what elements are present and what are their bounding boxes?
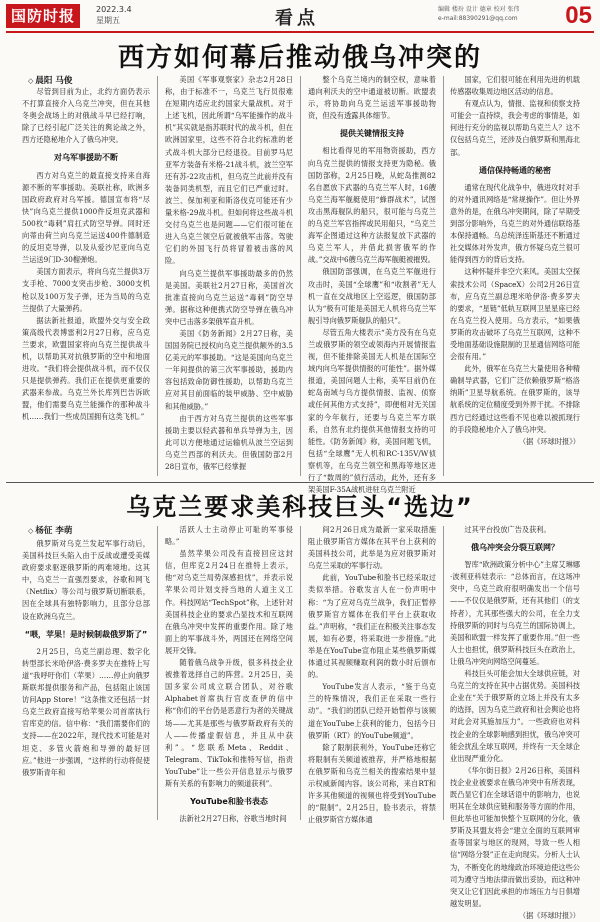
- paragraph: 科技巨头可能会加大全球供应链，对乌克兰的支持在其中占据优势。美国科技企业在“关于俄罗斯的立场上并没有太多的选择，因为乌克兰政府和社会舆论也将对此会对其施加压力”。一些政府也对科技企业的全球影响感到担忧，俄乌冲突可能会扰乱全球互联网，并终有一天全球企业出现严重分化。: [450, 669, 580, 763]
- paragraph: 智库“欧洲政策分析中心”主席艾琳娜·波利亚科娃表示：“总体而言，在这场冲突中，乌克兰政府很明确发出一个信号——不仅仅是俄罗斯，还有其他们（的支持者），尤其那些强大的公司，在全力支持俄罗斯的同时与乌克兰的国际协调上，美国和欧盟一样发挥了重要作用。”但一些人士也担忧，俄罗斯科技巨头在政治上，让俄乌冲突向网络空间蔓延。: [450, 560, 580, 666]
- paragraph: 间2月26日成为最新一家采取措施阻止俄罗斯官方媒体在其平台上获利的美国科技公司，此举是为应对俄罗斯对乌克兰采取的军事行动。: [308, 525, 436, 571]
- paragraph: 活跃人士主动停止可耻的军事侵略。”: [165, 525, 293, 547]
- paragraph: 尽管到目前为止，北约方面仍表示不打算直接介入乌克兰冲突，但在其他冬奥会战场上的对俄战斗早已经打响，除了已经引起广泛关注的舆论战之外，西方还隐秘地介入了俄乌冲突。: [22, 87, 150, 145]
- paragraph: 过其平台投放广告及获利。: [464, 525, 551, 534]
- column-divider: [443, 526, 444, 820]
- story1-column-2: [165, 74, 293, 478]
- subheading: YouTube和脸书表态: [190, 797, 268, 807]
- story1-byline: [28, 74, 72, 86]
- subheading: 通信保持畅通的秘密: [479, 165, 551, 175]
- paragraph: 通常在现代化战争中，俄进攻时对手的对外通讯网络是“常规操作”。但让外界意外的是，在俄乌冲突期间，除了早期受到部分影响外，乌克兰的对外通信联络基本保持通畅。乌总统泽连斯基还不断通过社交媒体对外发声，俄方怀疑乌克兰很可能得到西方的背后支持。: [450, 182, 580, 265]
- story2-column-1: [22, 538, 150, 822]
- subheading: 俄乌冲突会分裂互联网？: [471, 543, 559, 553]
- paragraph: 国家，它们很可能在利用先进的机载传感器收集周边地区活动的信息。: [450, 75, 580, 97]
- story2-column-4: [450, 524, 580, 920]
- story1-column-3: [308, 74, 436, 495]
- masthead-rule: [6, 31, 594, 33]
- paragraph: 据法新社报道，欧盟外交与安全政策高级代表博雷利2月27日称，应乌克兰要求，欧盟国家将向乌克兰提供战斗机，以帮助其对抗俄罗斯的空中和地面进攻。“我们将会提供战斗机，而不仅仅只是提供弹药。我们正在提供更重要的武器来参战。乌克兰外长库列巴告诉欧盟，他们需要乌克兰能操作的那种战斗机……我们一些成员国拥有这类飞机。”: [22, 315, 150, 422]
- column-divider: [300, 526, 301, 820]
- issue-weekday: 星期五: [96, 16, 120, 25]
- paragraph: 《华尔街日报》2月26日称，美国科技企业业被要求在俄乌冲突中有所表现，既凸显它们在全球话语中的影响力，也说明其在全球供应链和服务等方面的作用，但此举也可能加快整个互联网的分化，俄罗斯及其盟友将会“建立全面的互联网审查等国家与地区的现网，导致一些人相信“网络分裂”正在走向现实。分析人士认为，不断变化的地缘政治环境迫使这些公司为遵守当地法律而做出妥协，而这种冲突又让它们因此承担的市场压力与日俱增越发明显。: [450, 765, 580, 908]
- issue-info: [96, 4, 132, 26]
- column-divider: [443, 76, 444, 476]
- story-separator: [6, 482, 594, 483]
- story2-byline: [28, 524, 72, 536]
- paragraph: 西方对乌克兰的最直接支持来自海源不断的军事援助。美联社称，欧洲多国政府政府对乌军援。德国宣布将“尽快”向乌克兰提供1000件反坦克武器和500枚“毒刺”肩扛式防空导弹。同时还向蒂由荷兰向乌克兰运送400件德制造的反坦克导弹，以及从爱沙尼亚向乌克兰运送9门D-30榴弹炮。: [22, 170, 150, 265]
- column-divider: [157, 76, 158, 476]
- story1-column-1: [22, 86, 150, 478]
- section-title: 看点: [275, 8, 319, 29]
- editor-email: e-mail:88390291@qq.com: [438, 15, 518, 22]
- story1-author: 晨阳 马俊: [35, 76, 73, 86]
- paragraph: 俄国防部强调，在乌克兰军舰进行攻击时，美国“全球鹰”和“收割者”无人机一直在交战地区上空巡逻，俄国防部认为“极有可能是美国无人机将乌克兰军舰引导向俄罗斯舰队的船只”。: [308, 267, 436, 325]
- paragraph: 俄罗斯对乌克兰发起军事行动后，美国科技巨头陷入由于反战或遭受美媒政府要求驱逐俄罗斯的两难境地。这其中，乌克兰一直强烈要求，谷歌和网飞（Netflix）等公司与俄罗斯切断联系，因在全球具有独特影响力，且部分总部设在欧洲乌克兰。: [22, 539, 150, 621]
- paragraph: 整个乌克兰境内的制空权，意味着通向利沃夫的空中通道被切断。欧盟表示，将协助向乌克兰运送军事援助物资，但没有透露具体细节。: [308, 75, 436, 121]
- byline-triangle-icon: ◇: [28, 77, 34, 85]
- editor-credits: [438, 5, 558, 23]
- paragraph: 由于西方对乌克兰提供的这些军事援助主要以轻武器和单兵导弹为主，因此可以方便地通过运输机从波兰空运到乌克兰西部的利沃夫。但俄国防部2月28日宣布，俄军已经掌握: [165, 413, 293, 471]
- paragraph: 除了限制获利外，YouTube还称它将限制有关频道被推荐，并严格地根据在俄罗斯和乌克兰相关的搜索结果中显示权威新闻内容。该公司称，来自RT和许多其他频道的视频也将受到YouTube的“限制”。2月25日，脸书表示，将禁止俄罗斯官方媒体通: [308, 742, 436, 825]
- paragraph: 美国方面表示，将向乌克兰提供3万支手枪、7000支突击步枪、3000支机枪以及100万发子弹，还为当局的乌克兰提供了大量弹药。: [22, 267, 150, 313]
- paragraph: （据《环球时报》）: [518, 436, 580, 446]
- paragraph: 美国《军事观察家》杂志2月28日称，由于标准不一，乌克兰飞行员很难在短期内适应北约国家大量战机。对于上述飞机，因此所谓“乌军能操作的战斗机”其实就是指苏联时代的战斗机，但在欧洲国家里，这些不符合北约标准的老式战斗机大部分已经退役。目前罗马尼亚军方装备有米格-21战斗机，波兰空军还有苏-22攻击机，但乌克兰此前并没有装备同类机型，而且它们已严重过时。波兰、保加利亚和斯洛伐克可能还有少量米格-29战斗机。但如何将这些战斗机交付乌克兰也是问题——它们很可能在进入乌克兰领空后就被俄军击落。驾驶它们的外国飞行员将冒着被击落的风险。: [165, 75, 293, 266]
- paragraph: YouTube发言人表示，“鉴于乌克兰的特殊情况，我们正在采取一些行动”。“我们的团队已经开始暂停与该频道在YouTube上获利的能力，包括今日俄罗斯（RT）的YouTube频道”。: [308, 682, 436, 740]
- paragraph: 法新社2月27日称，谷歌当地时间: [179, 814, 287, 824]
- story2-column-3: [308, 524, 436, 825]
- paragraph: 这种怀疑并非空穴来风。美国太空探索技术公司（SpaceX）公司2月26日宣布，应乌克兰副总理米哈伊洛·费多罗夫的要求，“星链”低轨互联网卫星星座已经在乌克兰投入使用。乌方表示，“如果俄罗斯的攻击破坏了乌克兰互联网，这种不受地面基础设施限制的卫星通信网络可能会很有用。”: [450, 267, 580, 362]
- paragraph: 有观点认为，情报、监视和侦察支持可能会一直持续，我会考虑的事情是，如何进行充分的监视以帮助乌克兰人？这不仅包括乌克兰，还涉及白俄罗斯和黑海北部。: [450, 99, 580, 157]
- paragraph: 向乌克兰提供军事援助最多的仍然是美国。美联社2月27日称，美国首次批准直接向乌克兰运送“毒刺”防空导弹。据称这种便携式防空导弹在俄乌冲突中已击落多架俄军直升机。: [165, 268, 293, 326]
- paragraph: 相比看得见的军用物资援助，西方向乌克兰提供的情报支持更为隐秘。俄国防部称，2月25日晚，从蛇岛推测82名自愿放下武器的乌克兰军人时，16艘乌克兰海军舰艇使用“蜂群战术”，试图攻击黑海舰队的船只，很可能与乌克兰的乌克兰军官指挥或民用船只，“乌克兰海军企图通过这种方法报复放下武器的乌克兰军人，并借此损害俄军的作战。”交战中6艘乌克兰海军舰艇被摧毁。: [308, 146, 436, 265]
- masthead: [0, 0, 600, 34]
- story1-column-4: [450, 74, 580, 478]
- paragraph: 虽然苹果公司没有直接回应这封信，但库克2月24日在推特上表示，他“对乌克兰局势深感担忧”，并表示说苹果公司计划支持当地的人道主义工作。科技网站“TechSpot”称，上述针对美国科技企业的要求凸显技术和互联网在俄乌冲突中发挥的重要作用。除了地面上的军事战斗外，两国还在网络空间展开交锋。: [165, 549, 293, 655]
- newspaper-logo: 国防时报: [6, 4, 80, 28]
- paragraph: 美国《防务新闻》2月27日称，美国国务院已授权向乌克兰提供额外的3.5亿美元的军事援助。“这是美国向乌克兰一年间提供的第三次军事援助，援助内容包括致命防御性援助，以帮助乌克兰应对其目前面临的装甲威胁、空中威胁和其他威胁。”: [165, 328, 293, 411]
- page-number: 05: [565, 2, 592, 29]
- paragraph: 此外，俄军在乌克兰大量使用各种精确制导武器，它们广泛依赖俄罗斯“格洛纳斯”卫星导航系统。在俄罗斯的，该导航系统的定位精度受到外界干扰。不排除西方已经通过这些看不见也难以被抓现行的手段隐秘地介入了俄乌冲突。: [450, 364, 580, 434]
- editor-names: 编辑 楼玢 设计 德章 校对 张伟: [438, 6, 520, 13]
- paragraph: 2月25日，乌克兰副总理、数字化转型部长米哈伊洛·费多罗夫在推特上写道“我呼吁你们（苹果）……停止向俄罗斯联邦提供服务和产品，包括阻止该国访问App Store！”这条推文还包括一封乌克兰政府直接写给苹果公司首席执行官库克的信。信中称：“我们需要你们的支持——在2022年，现代技术可能是对坦克、多管火箭炮和导弹的最好回应。”他进一步强调，“这样的行动将促使俄罗斯青年和: [22, 646, 150, 777]
- column-divider: [157, 526, 158, 820]
- story2-author: 杨征 李萌: [35, 526, 73, 536]
- story2-column-2: [165, 524, 293, 822]
- subheading: “喂，苹果！是时候制裁俄罗斯了”: [24, 629, 148, 639]
- paragraph: （据《环球时报》）: [518, 910, 580, 920]
- story2-headline: 乌克兰要求美科技巨头“选边”: [126, 493, 474, 521]
- column-divider: [300, 76, 301, 476]
- paragraph: 此前，YouTube和脸书已经采取过类似举措。谷歌发言人在一份声明中称：“为了应对乌克兰战争，我们正暂停俄罗斯官方媒体在我们平台上获取收益。”声明称，“我们正在积极关注事态发展，如有必要，将采取进一步措施。”此举是在YouTube宣布阻止某些俄罗斯媒体通过其视频赚取利润的数小时后颁布的。: [308, 573, 436, 680]
- story1-headline: 西方如何幕后推动俄乌冲突的: [117, 43, 482, 73]
- issue-date: 2022.3.4: [96, 5, 132, 14]
- paragraph: 随着俄乌战争升级，很多科技企业被推着选择自己的阵营。2月25日，美国多家公司成立联合团队，对谷歌Alphabet首席执行官皮查伊的信中称“你们的平台仍是恶意行为者的关键战场——尤其是那些与俄罗斯政府有关的人——传播虚假信息，并且从中获利”。“您联系Meta、Reddit、Telegram、TikTok和推特写信，指责YouTube”让一些公开信息显示与俄罗斯有关系的有影响力的频道获利”。: [165, 658, 293, 788]
- paragraph: 尽管五角大楼表示“美方没有在乌克兰或俄罗斯的领空或领海内开展情报监视，但不能排除美国无人机是在国际空域内向乌军提供情报的可能性”。据外媒报道，美国问题人士称，美军目前仍在蛇岛南域与乌方提供情报、监视、侦察或任何其他方式支持”，即便相对无关国家的今年航行，还要与乌克兰军方联系，自然有北约提供其他情报支持的可能性。《防务新闻》称，美国问题飞机，包括“全球鹰”无人机和RC-135V/W侦察机等，在乌克兰领空和黑海等地区进行了“数周的”侦行活动，此外，还有多架美国F-35A战机进驻乌克兰附近: [308, 327, 436, 495]
- subheading: 对乌军事援助不断: [54, 153, 118, 163]
- subheading: 提供关键情报支持: [340, 129, 404, 139]
- byline-triangle-icon: ◇: [28, 527, 34, 535]
